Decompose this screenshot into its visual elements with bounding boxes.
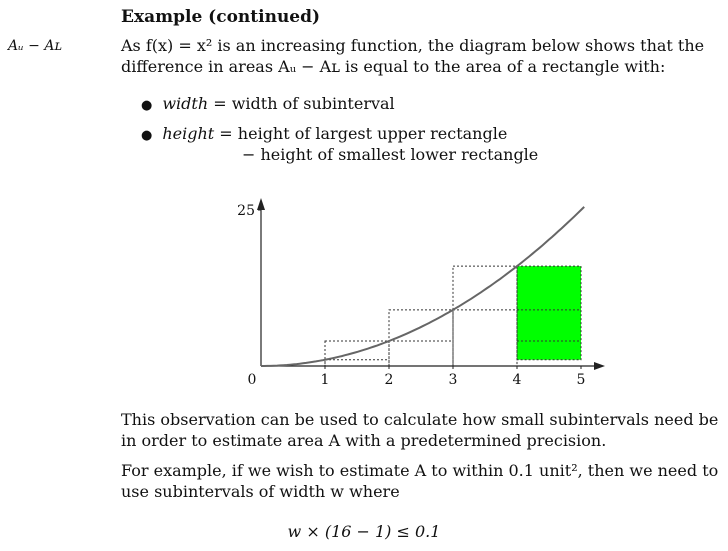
y-axis-arrow [257, 198, 265, 210]
bullet-dot: ● [141, 128, 153, 143]
x-tick-label: 3 [448, 372, 458, 388]
x-axis-arrow [594, 362, 605, 370]
intro-paragraph: As f(x) = x² is an increasing function, the diagram below shows that the difference in areas Aᵤ − Aʟ is equal to the area of a rectangle with: [121, 36, 705, 76]
x-tick-label: 4 [512, 372, 522, 388]
lower-rectangle [453, 310, 517, 366]
y-tick-label: 25 [237, 203, 255, 219]
bullet-text: = height of largest upper rectangle [214, 124, 508, 143]
lower-rectangle [389, 341, 453, 366]
x-tick-label: 5 [576, 372, 586, 388]
upper-rectangle [453, 266, 517, 366]
lower-rectangle [325, 360, 389, 366]
x-tick-label: 0 [247, 372, 257, 388]
bullet-term: height [162, 124, 215, 143]
margin-note: Aᵤ − Aʟ [8, 38, 63, 54]
difference-rectangle [517, 266, 581, 360]
x-tick-label: 2 [384, 372, 394, 388]
formula: w × (16 − 1) ≤ 0.1 [287, 522, 441, 541]
bullet-term: width [162, 94, 209, 113]
bullet-height-continuation: − height of smallest lower rectangle [242, 145, 539, 164]
observation-paragraph: This observation can be used to calculate how small subintervals need be in order to estimate area A with a predetermined precision. [121, 410, 719, 450]
x-tick-label: 1 [320, 372, 330, 388]
example-paragraph: For example, if we wish to estimate A to within 0.1 unit², then we need to use subintervals of width w where [121, 461, 719, 501]
bullet-text: = width of subinterval [208, 94, 395, 113]
bullet-dot: ● [141, 98, 153, 113]
example-heading: Example (continued) [121, 7, 321, 27]
